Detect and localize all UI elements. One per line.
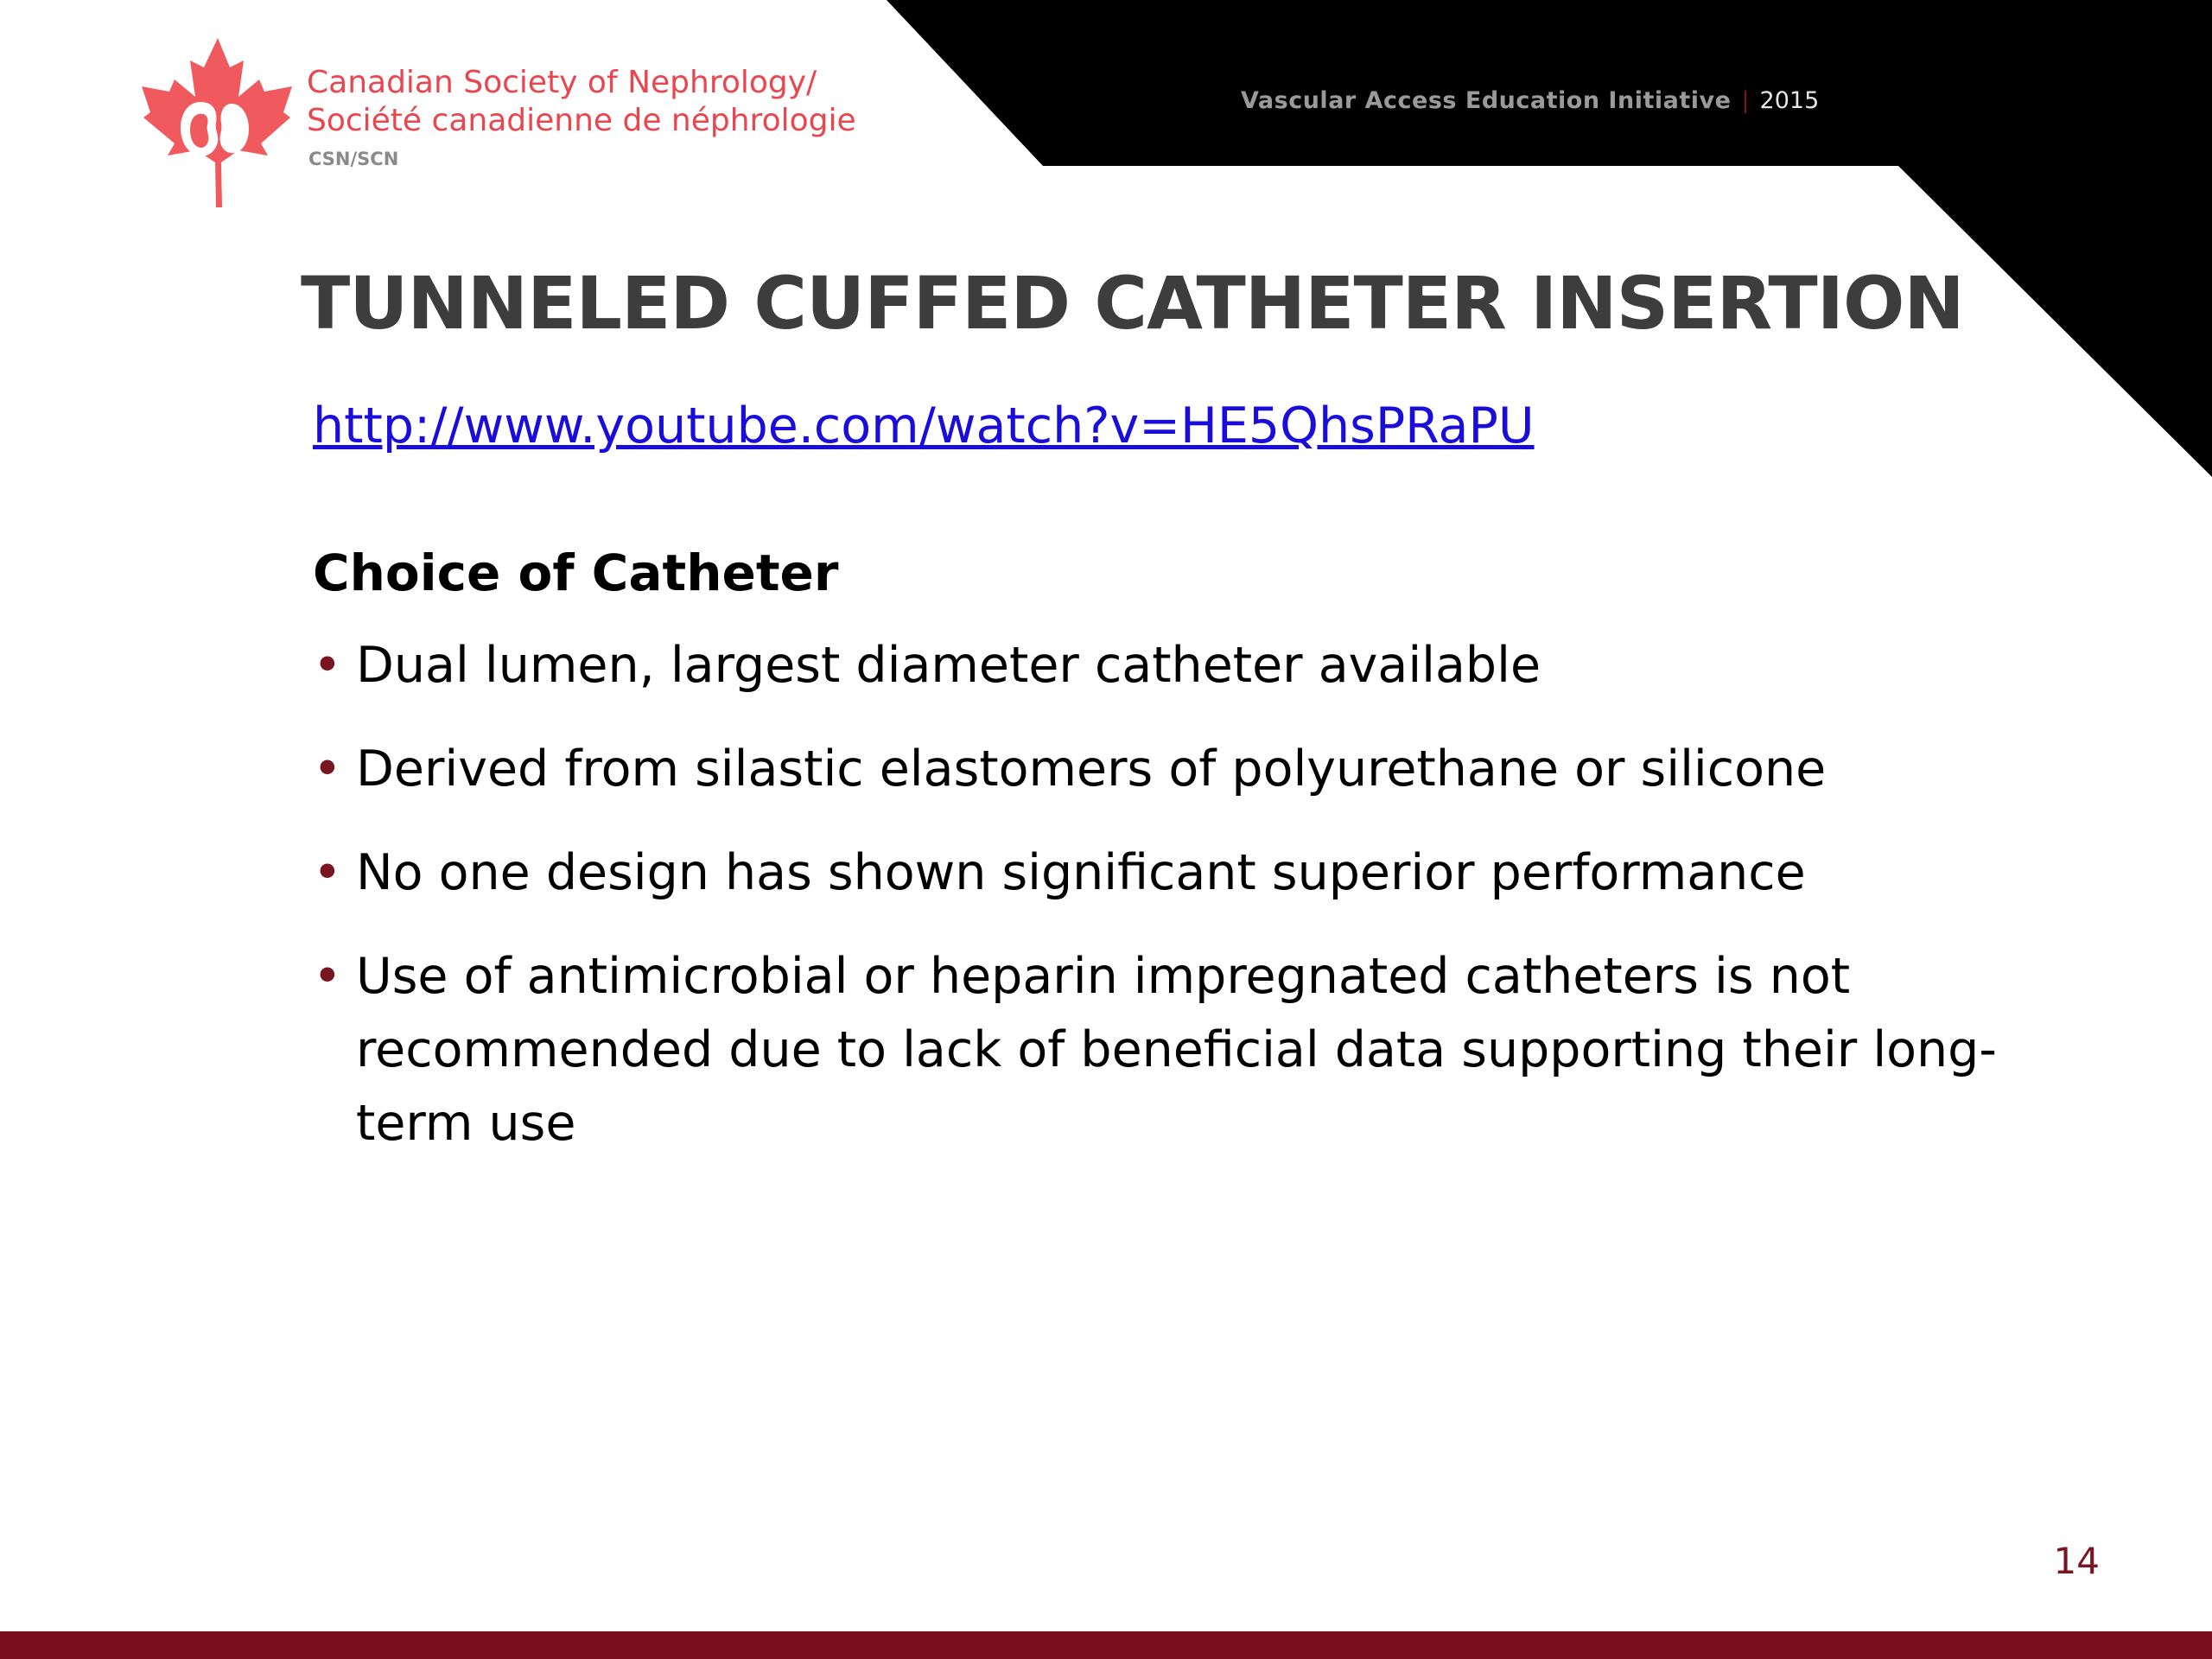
bullet-icon: • xyxy=(313,844,342,901)
footer-bar xyxy=(0,1631,2212,1659)
youtube-link[interactable]: http://www.youtube.com/watch?v=HE5QhsPRaPU xyxy=(313,397,1535,454)
bullet-item xyxy=(313,836,2041,910)
section-heading: Choice of Catheter xyxy=(313,543,839,602)
bullet-text: Use of antimicrobial or heparin impregnated catheters is not recommended due to lack of beneficial data supporting their long-term use xyxy=(356,948,1997,1152)
bullet-text: No one design has shown significant superior performance xyxy=(356,844,1806,901)
slide-title: TUNNELED CUFFED CATHETER INSERTION xyxy=(301,261,1964,346)
org-name-french: Société canadienne de néphrologie xyxy=(307,103,856,138)
bullet-item xyxy=(313,733,2041,806)
banner-separator: | xyxy=(1741,87,1750,114)
banner-initiative: Vascular Access Education Initiative xyxy=(1241,87,1732,114)
org-abbreviation: CSN/SCN xyxy=(308,149,399,169)
bullet-item xyxy=(313,940,2041,1160)
page-number: 14 xyxy=(2053,1540,2100,1582)
maple-leaf-kidney-icon xyxy=(138,35,294,216)
bullet-text: Dual lumen, largest diameter catheter available xyxy=(356,637,1541,694)
bullet-text: Derived from silastic elastomers of polyurethane or silicone xyxy=(356,741,1827,798)
bullet-icon: • xyxy=(313,637,342,694)
org-logo xyxy=(138,35,1002,216)
banner-year: 2015 xyxy=(1759,87,1820,114)
bullet-icon: • xyxy=(313,948,342,1005)
org-name-english: Canadian Society of Nephrology/ xyxy=(307,65,817,100)
bullet-icon: • xyxy=(313,741,342,798)
bullet-item xyxy=(313,629,2041,702)
bullet-list xyxy=(313,629,2041,1191)
banner-label xyxy=(1241,89,1819,112)
